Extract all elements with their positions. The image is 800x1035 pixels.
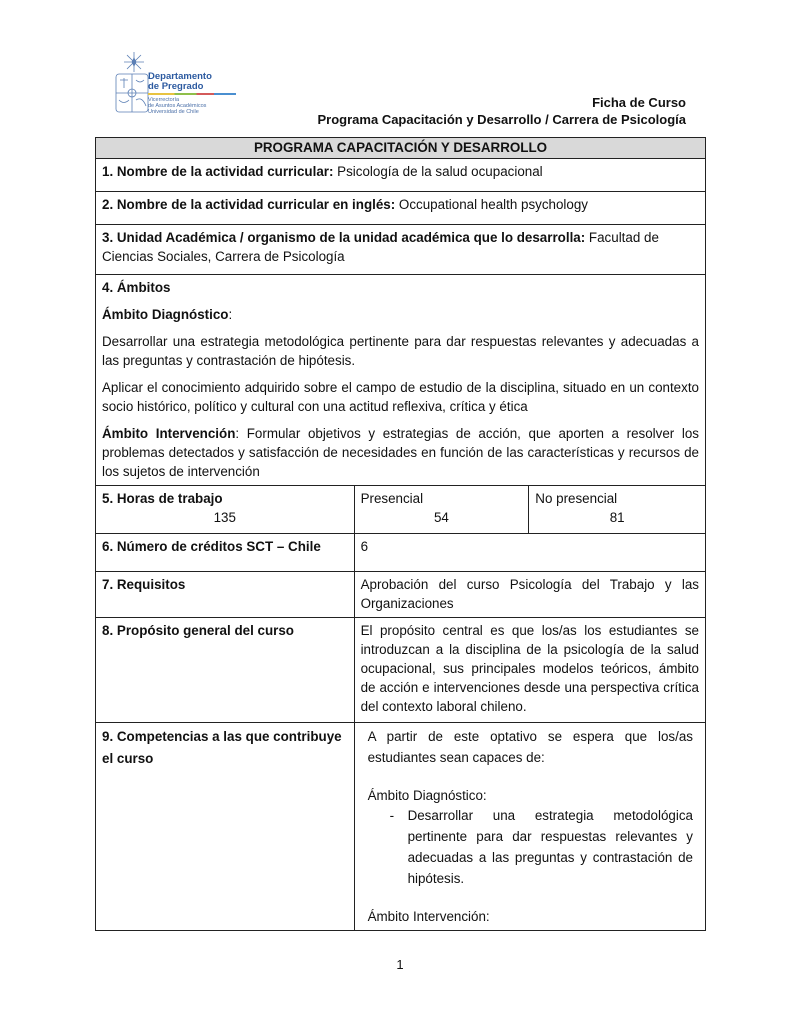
table-row (96, 572, 706, 618)
row4-label: 4. Ámbitos (102, 280, 171, 295)
row3-value: Facultad de Ciencias Sociales, Carrera de Psicología (102, 230, 659, 264)
table-row (96, 192, 706, 225)
row2-label: 2. Nombre de la actividad curricular en inglés: (102, 197, 396, 212)
table-row (96, 225, 706, 275)
row4-interv-label: Ámbito Intervención (102, 426, 236, 441)
logo-title (148, 72, 212, 92)
row5-presencial-label: Presencial (360, 491, 424, 506)
logo-line-2: de Pregrado (148, 81, 204, 92)
logo-sub-3: Universidad de Chile (148, 109, 199, 116)
row5-label: 5. Horas de trabajo (102, 491, 223, 506)
row4-diag-p1: Desarrollar una estrategia metodológica pertinente para dar respuestas relevantes y adecuadas a las preguntas y contrastación de hipótesis. (102, 334, 699, 368)
row4-diag-p2: Aplicar el conocimiento adquirido sobre el campo de estudio de la disciplina, situado en un contexto socio histórico, político y cultural con una actitud reflexiva, crítica y ética (102, 380, 699, 414)
row9-diag-bullet (368, 805, 693, 889)
row5-no-presencial-value: 81 (609, 510, 625, 525)
table-title-row (96, 138, 706, 159)
row9-interv-heading: Ámbito Intervención: (367, 909, 490, 924)
row7-value: Aprobación del curso Psicología del Trabajo y las Organizaciones (354, 572, 705, 618)
table-row (96, 723, 706, 931)
row5-presencial-value: 54 (433, 510, 449, 525)
row8-value: El propósito central es que los/as los estudiantes se introduzcan a la disciplina de la psicología de la salud ocupacional, sus principales modelos teóricos, ámbito de acción e intervenciones desde una perspectiva crítica del contexto laboral chileno. (354, 618, 705, 723)
row5-no-presencial-label: No presencial (535, 491, 618, 506)
row7-label: 7. Requisitos (102, 577, 186, 592)
logo-sub-1: Vicerrectoría (148, 97, 180, 103)
bullet-marker: - (389, 808, 395, 823)
table-row (96, 534, 706, 572)
department-logo (112, 50, 282, 116)
logo-sub-2: de Asuntos Académicos (148, 103, 207, 110)
row1-label: 1. Nombre de la actividad curricular: (102, 164, 334, 179)
row6-label: 6. Número de créditos SCT – Chile (102, 539, 321, 554)
row8-label: 8. Propósito general del curso (102, 623, 294, 638)
logo-color-bar (148, 93, 236, 95)
page-number: 1 (396, 957, 404, 972)
row2-value: Occupational health psychology (395, 197, 589, 212)
table-row (96, 159, 706, 192)
row5-total: 135 (213, 510, 236, 525)
row9-label: 9. Competencias a las que contribuye el curso (102, 729, 342, 766)
row6-value: 6 (354, 534, 705, 572)
course-sheet-table (95, 137, 706, 931)
row1-value: Psicología de la salud ocupacional (333, 164, 543, 179)
doc-type-heading: Ficha de Curso (592, 95, 686, 110)
row4-diag-colon: : (228, 307, 233, 322)
program-heading: Programa Capacitación y Desarrollo / Carrera de Psicología (317, 112, 686, 127)
table-row (96, 618, 706, 723)
row4-diag-label: Ámbito Diagnóstico (102, 307, 229, 322)
table-row (96, 275, 706, 486)
row9-diag-bullet-text: Desarrollar una estrategia metodológica pertinente para dar respuestas relevantes y adecuadas a las preguntas y contrastación de hipótesis. (407, 808, 693, 886)
logo-line-1: Departamento (148, 71, 212, 82)
row9-intro: A partir de este optativo se espera que los/as estudiantes sean capaces de: (367, 729, 693, 765)
table-row (96, 486, 706, 534)
row4-interv-text: : Formular objetivos y estrategias de acción, que aporten a resolver los problemas detectados y satisfacción de necesidades en función de las características y recursos de los sujetos de intervención (102, 426, 699, 479)
table-title: PROGRAMA CAPACITACIÓN Y DESARROLLO (96, 138, 706, 159)
logo-subtitle (148, 97, 206, 116)
row9-diag-heading: Ámbito Diagnóstico: (367, 788, 487, 803)
row3-label: 3. Unidad Académica / organismo de la unidad académica que lo desarrolla: (102, 230, 586, 245)
